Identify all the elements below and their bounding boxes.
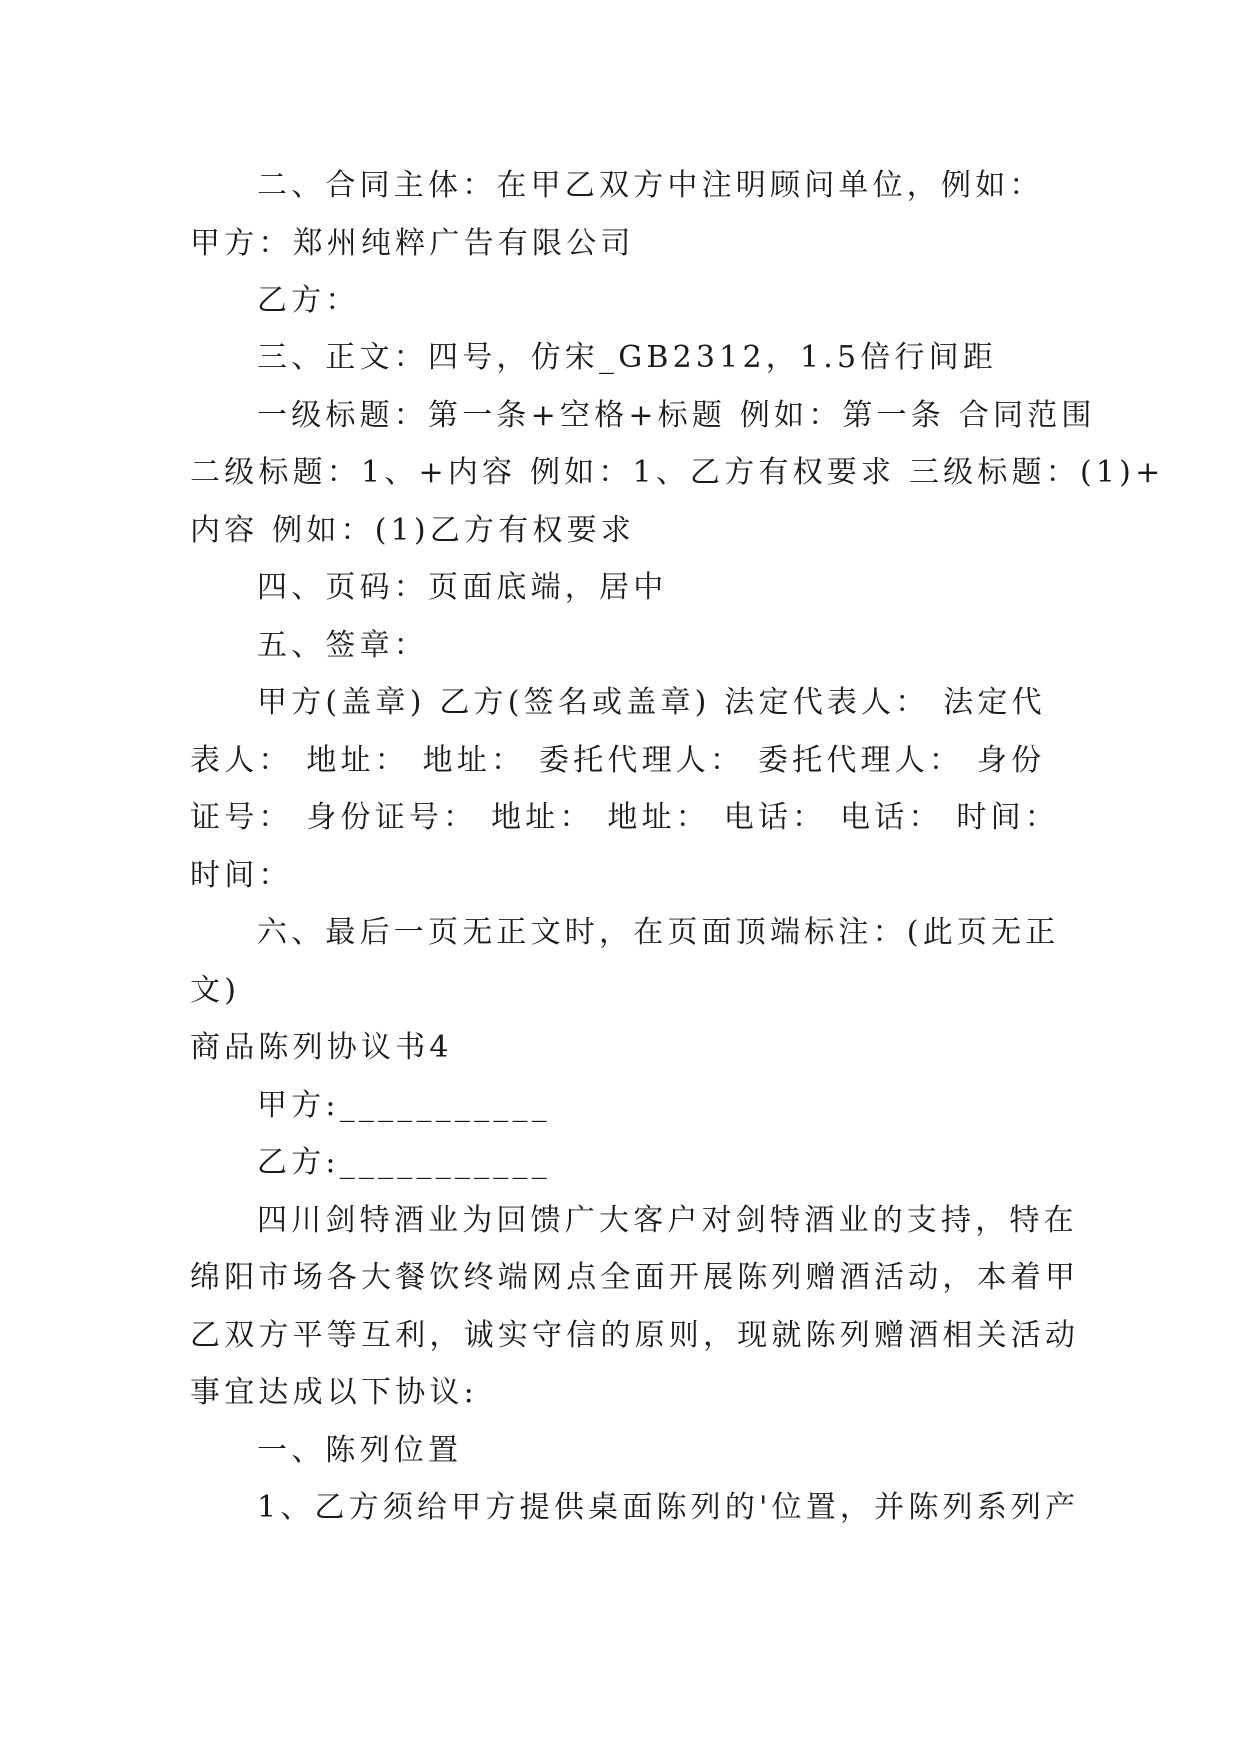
signature-line-3: 证号： 身份证号： 地址： 地址： 电话： 电话： 时间： [190, 800, 1060, 835]
clause-1-line-1: 1、乙方须给甲方提供桌面陈列的'位置，并陈列系列产 [257, 1490, 1080, 1525]
party-a-blank: 甲方:___________ [257, 1088, 551, 1123]
heading-level-2-3: 二级标题：1、+内容 例如：1、乙方有权要求 三级标题：(1)+ [190, 455, 1165, 490]
section-contract-parties: 二、合同主体：在甲乙双方中注明顾问单位，例如： [257, 168, 1044, 203]
document-title: 商品陈列协议书4 [190, 1030, 453, 1065]
heading-level-3-cont: 内容 例如：(1)乙方有权要求 [190, 513, 636, 548]
section-last-page: 六、最后一页无正文时，在页面顶端标注：(此页无正 [257, 915, 1060, 950]
party-b-label: 乙方： [257, 283, 360, 318]
intro-paragraph-line-2: 绵阳市场各大餐饮终端网点全面开展陈列赠酒活动，本着甲 [190, 1260, 1080, 1295]
section-body-format: 三、正文：四号，仿宋_GB2312，1.5倍行间距 [257, 340, 998, 375]
party-a-example: 甲方：郑州纯粹广告有限公司 [190, 226, 635, 261]
section-last-page-cont: 文) [190, 973, 241, 1008]
intro-paragraph-line-4: 事宜达成以下协议: [190, 1375, 478, 1410]
signature-line-2: 表人： 地址： 地址： 委托代理人： 委托代理人： 身份 [190, 743, 1046, 778]
section-page-number: 四、页码：页面底端，居中 [257, 570, 668, 605]
heading-level-1: 一级标题：第一条+空格+标题 例如：第一条 合同范围 [257, 398, 1096, 433]
intro-paragraph-line-3: 乙双方平等互利，诚实守信的原则，现就陈列赠酒相关活动 [190, 1318, 1080, 1353]
intro-paragraph-line-1: 四川剑特酒业为回馈广大客户对剑特酒业的支持，特在 [257, 1203, 1078, 1238]
party-b-blank: 乙方:___________ [257, 1145, 551, 1180]
section-signature: 五、签章： [257, 628, 428, 663]
section-display-position: 一、陈列位置 [257, 1433, 463, 1468]
signature-line-4: 时间： [190, 858, 293, 893]
signature-line-1: 甲方(盖章) 乙方(签名或盖章) 法定代表人： 法定代 [257, 685, 1046, 720]
